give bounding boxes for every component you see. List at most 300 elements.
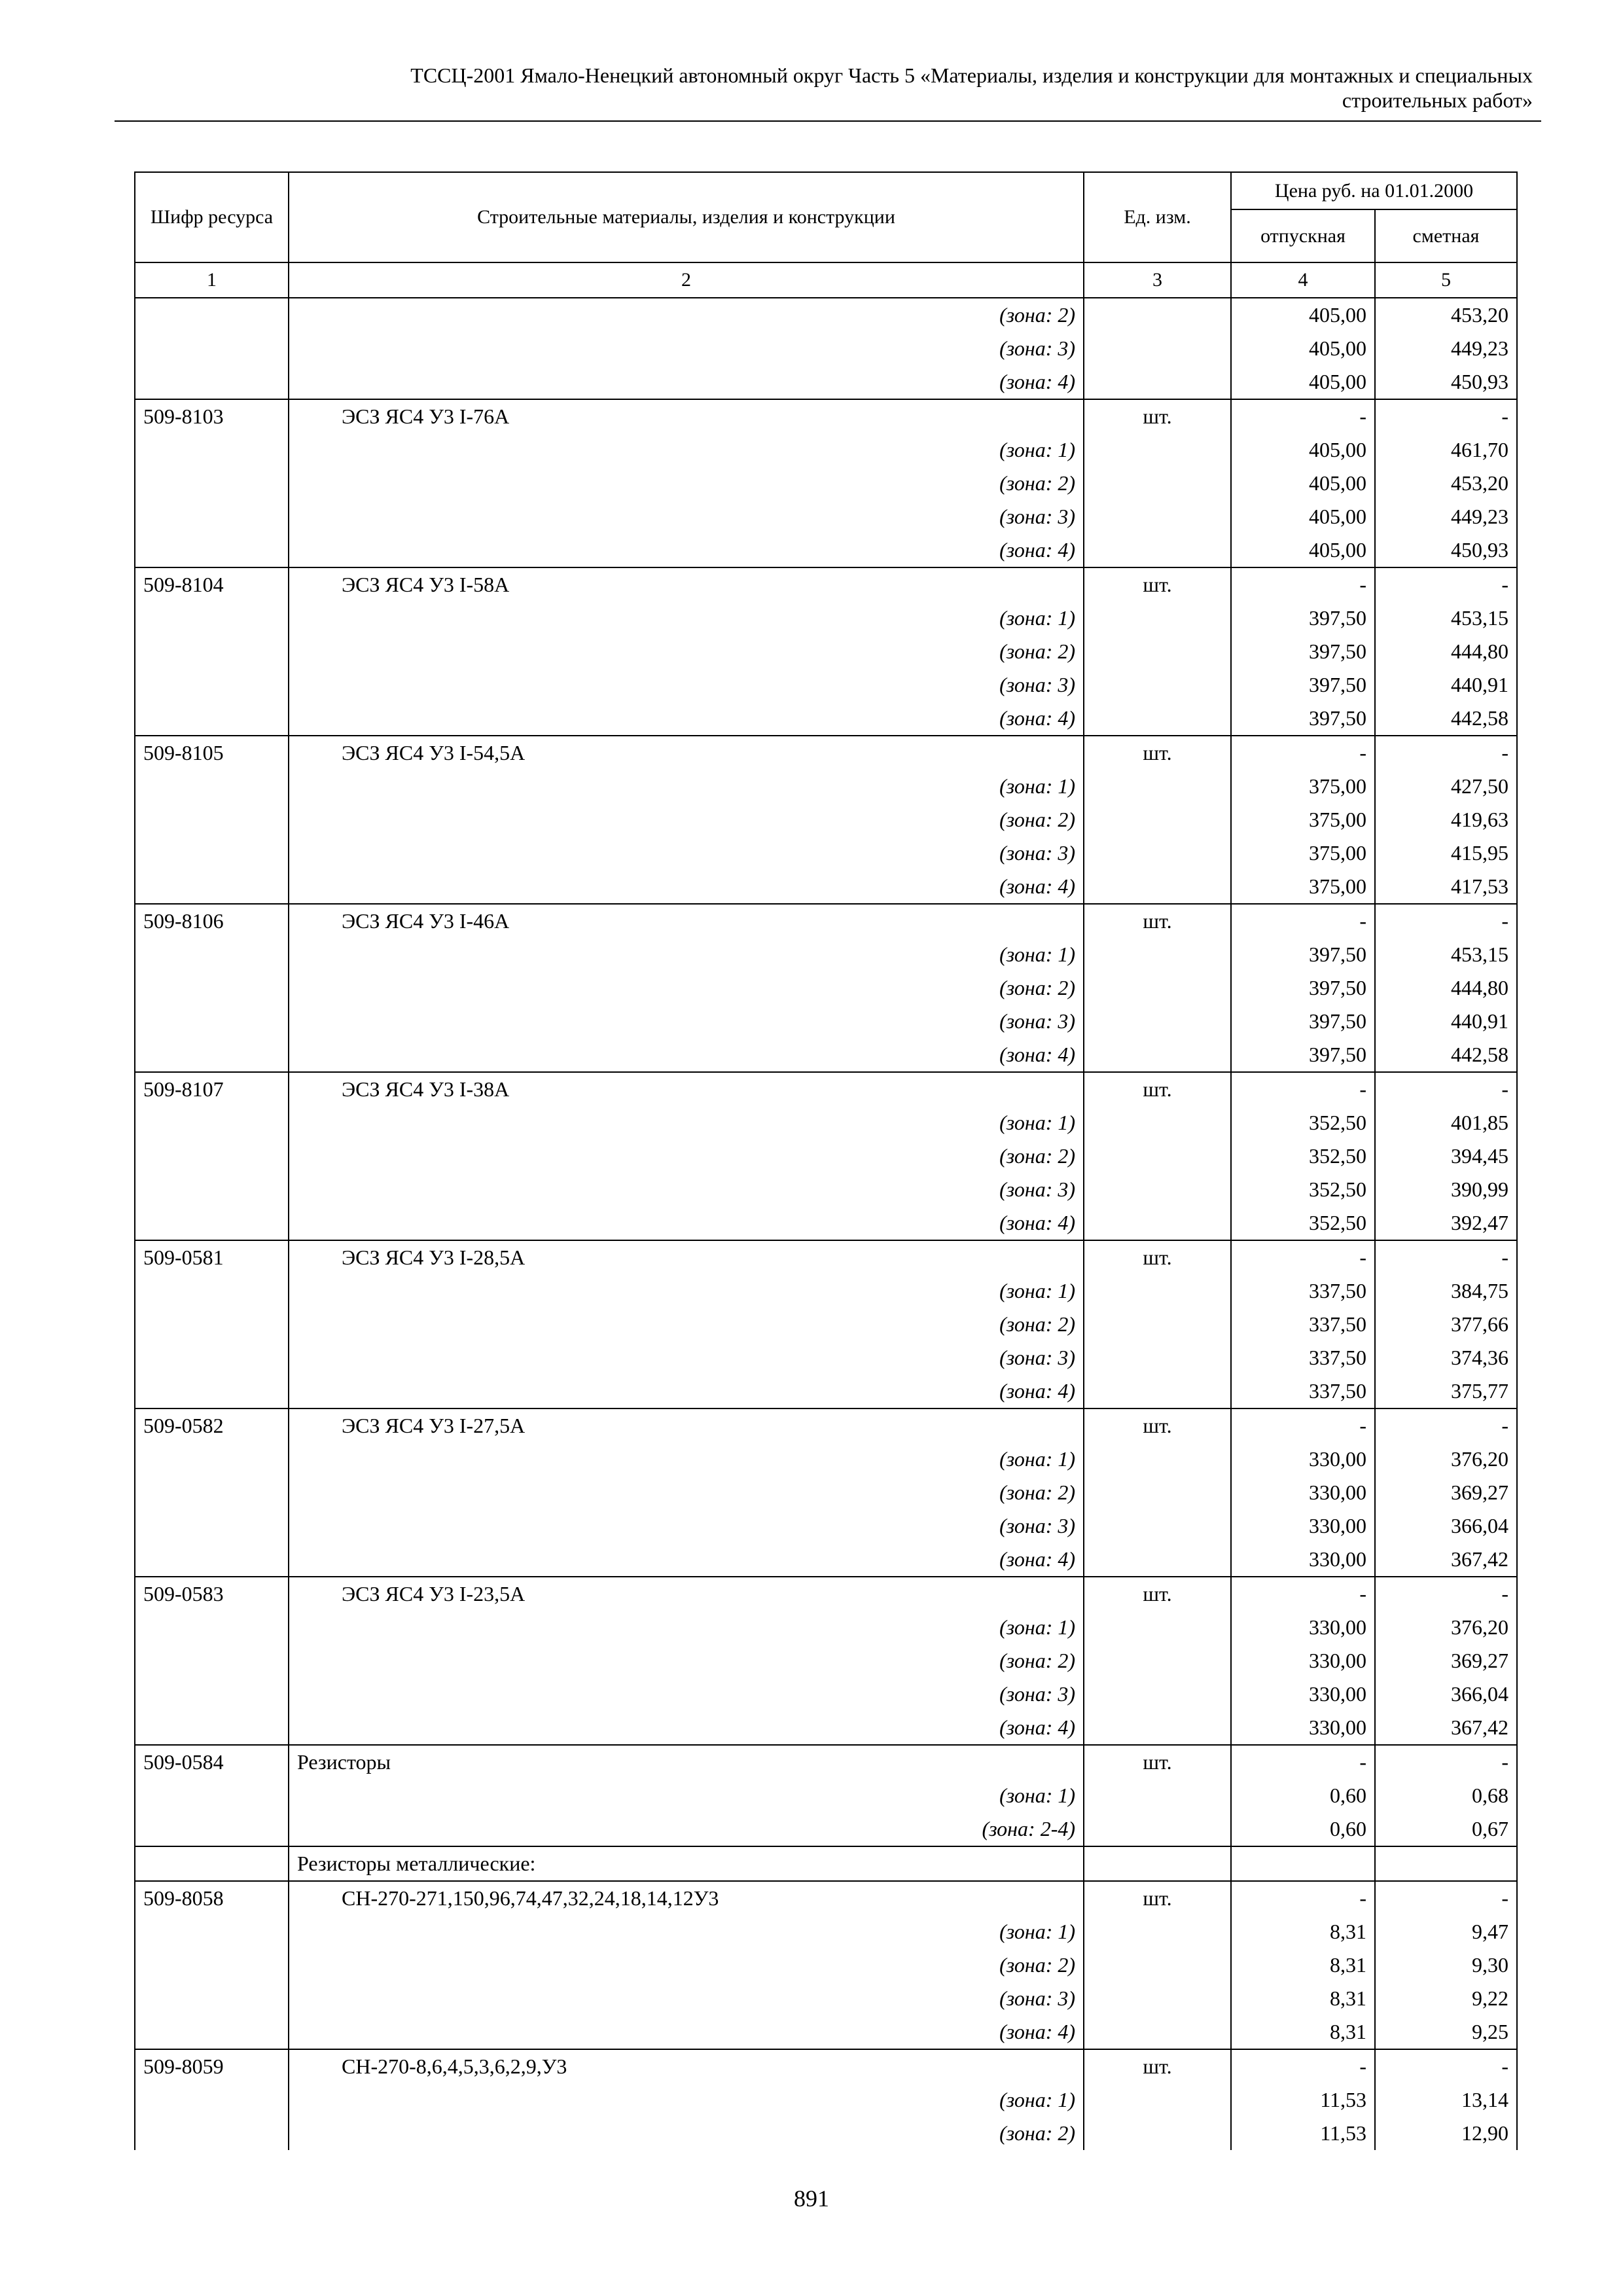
zone-label: (зона: 2) — [289, 803, 1084, 836]
resource-code — [135, 1982, 289, 2015]
estimate-price-cell: 367,42 — [1375, 1543, 1517, 1577]
table-row-zone — [135, 870, 1517, 904]
resource-code — [135, 1509, 289, 1543]
zone-label: (зона: 2) — [289, 298, 1084, 332]
unit-cell — [1084, 1139, 1231, 1173]
unit-cell — [1084, 1274, 1231, 1308]
resource-code — [135, 1915, 289, 1948]
page-number: 891 — [794, 2185, 829, 2212]
zone-label: (зона: 1) — [289, 1106, 1084, 1139]
resource-code: 509-8104 — [135, 567, 289, 601]
zone-label: (зона: 2) — [289, 467, 1084, 500]
estimate-price-cell: 453,15 — [1375, 938, 1517, 971]
release-price-cell: 375,00 — [1231, 836, 1375, 870]
material-name: СН-270-8,6,4,5,3,6,2,9,У3 — [289, 2049, 1084, 2083]
estimate-price-cell: 369,27 — [1375, 1476, 1517, 1509]
estimate-price-cell: 450,93 — [1375, 365, 1517, 399]
unit-cell — [1084, 971, 1231, 1005]
table-row-zone — [135, 1274, 1517, 1308]
unit-cell — [1084, 365, 1231, 399]
unit-cell — [1084, 467, 1231, 500]
release-price-cell: 405,00 — [1231, 500, 1375, 533]
unit-cell — [1084, 1206, 1231, 1240]
estimate-price-cell: - — [1375, 1745, 1517, 1779]
zone-label: (зона: 3) — [289, 332, 1084, 365]
unit-cell — [1084, 870, 1231, 904]
unit-cell — [1084, 332, 1231, 365]
resource-code — [135, 1711, 289, 1745]
column-number: 2 — [289, 262, 1084, 298]
table-row-zone — [135, 1812, 1517, 1846]
resource-code — [135, 1812, 289, 1846]
zone-label: (зона: 4) — [289, 1038, 1084, 1072]
table-row-section — [135, 1846, 1517, 1881]
estimate-price-cell: 369,27 — [1375, 1644, 1517, 1677]
unit-cell — [1084, 770, 1231, 803]
resource-code: 509-0582 — [135, 1408, 289, 1443]
zone-label: (зона: 4) — [289, 1374, 1084, 1408]
resource-code — [135, 1005, 289, 1038]
zone-label: (зона: 1) — [289, 1779, 1084, 1812]
release-price-cell: 337,50 — [1231, 1274, 1375, 1308]
table-row-zone — [135, 2083, 1517, 2117]
resource-code — [135, 1308, 289, 1341]
header-code: Шифр ресурса — [135, 172, 289, 262]
resource-code — [135, 635, 289, 668]
table-row-item — [135, 904, 1517, 938]
table-row-item — [135, 399, 1517, 433]
resource-code — [135, 298, 289, 332]
table-row-item — [135, 2049, 1517, 2083]
unit-cell — [1084, 1005, 1231, 1038]
table-row-zone — [135, 770, 1517, 803]
resource-code — [135, 2015, 289, 2049]
resource-code: 509-0583 — [135, 1577, 289, 1611]
resource-code — [135, 1443, 289, 1476]
estimate-price-cell: 440,91 — [1375, 1005, 1517, 1038]
table-row-zone — [135, 1711, 1517, 1745]
unit-cell: шт. — [1084, 1577, 1231, 1611]
resource-code — [135, 1038, 289, 1072]
release-price-cell: 330,00 — [1231, 1543, 1375, 1577]
estimate-price-cell: 440,91 — [1375, 668, 1517, 702]
estimate-price-cell: 449,23 — [1375, 332, 1517, 365]
material-name: ЭСЗ ЯС4 У3 I-76А — [289, 399, 1084, 433]
table-row-item — [135, 1577, 1517, 1611]
zone-label: (зона: 3) — [289, 1341, 1084, 1374]
resource-code — [135, 1948, 289, 1982]
zone-label: (зона: 3) — [289, 1677, 1084, 1711]
unit-cell — [1084, 1443, 1231, 1476]
resource-code — [135, 1644, 289, 1677]
resource-code — [135, 533, 289, 567]
table-row-zone — [135, 332, 1517, 365]
zone-label: (зона: 2) — [289, 1476, 1084, 1509]
unit-cell: шт. — [1084, 399, 1231, 433]
release-price-cell: 405,00 — [1231, 298, 1375, 332]
resource-code — [135, 1139, 289, 1173]
table-row-zone — [135, 1915, 1517, 1948]
column-number-row — [135, 262, 1517, 298]
estimate-price-cell: 377,66 — [1375, 1308, 1517, 1341]
zone-label: (зона: 4) — [289, 1543, 1084, 1577]
estimate-price-cell: 442,58 — [1375, 702, 1517, 736]
resource-code — [135, 1677, 289, 1711]
release-price-cell: 330,00 — [1231, 1443, 1375, 1476]
estimate-price-cell: 9,47 — [1375, 1915, 1517, 1948]
table-row-zone — [135, 1308, 1517, 1341]
estimate-price-cell: 392,47 — [1375, 1206, 1517, 1240]
unit-cell — [1084, 500, 1231, 533]
estimate-price-cell: 366,04 — [1375, 1509, 1517, 1543]
zone-label: (зона: 3) — [289, 836, 1084, 870]
release-price-cell: 405,00 — [1231, 533, 1375, 567]
unit-cell — [1084, 1106, 1231, 1139]
table-row-item — [135, 736, 1517, 770]
unit-cell: шт. — [1084, 1072, 1231, 1106]
unit-cell — [1084, 1846, 1231, 1881]
table-row-zone — [135, 1982, 1517, 2015]
unit-cell — [1084, 1476, 1231, 1509]
estimate-price-cell: 12,90 — [1375, 2117, 1517, 2150]
table-row-zone — [135, 702, 1517, 736]
table-row-zone — [135, 1476, 1517, 1509]
estimate-price-cell: 415,95 — [1375, 836, 1517, 870]
unit-cell: шт. — [1084, 1745, 1231, 1779]
table-row-zone — [135, 1005, 1517, 1038]
column-number: 4 — [1231, 262, 1375, 298]
resource-code — [135, 1476, 289, 1509]
resource-code — [135, 938, 289, 971]
table-row-zone — [135, 433, 1517, 467]
estimate-price-cell: 444,80 — [1375, 971, 1517, 1005]
resource-code — [135, 433, 289, 467]
table-row-zone — [135, 500, 1517, 533]
estimate-price-cell: 9,22 — [1375, 1982, 1517, 2015]
resource-code — [135, 770, 289, 803]
estimate-price-cell: 367,42 — [1375, 1711, 1517, 1745]
column-number: 5 — [1375, 262, 1517, 298]
release-price-cell: 330,00 — [1231, 1644, 1375, 1677]
estimate-price-cell: 376,20 — [1375, 1443, 1517, 1476]
estimate-price-cell: 453,20 — [1375, 298, 1517, 332]
column-number: 1 — [135, 262, 289, 298]
table-row-zone — [135, 1611, 1517, 1644]
material-name: СН-270-271,150,96,74,47,32,24,18,14,12У3 — [289, 1881, 1084, 1915]
table-row-zone — [135, 1106, 1517, 1139]
table-row-zone — [135, 836, 1517, 870]
estimate-price-cell: - — [1375, 1408, 1517, 1443]
estimate-price-cell: 453,20 — [1375, 467, 1517, 500]
table-row-zone — [135, 1038, 1517, 1072]
unit-cell — [1084, 1308, 1231, 1341]
unit-cell — [1084, 1779, 1231, 1812]
release-price-cell: 330,00 — [1231, 1476, 1375, 1509]
unit-cell — [1084, 1644, 1231, 1677]
unit-cell — [1084, 1509, 1231, 1543]
table-row-zone — [135, 533, 1517, 567]
material-name: Резисторы — [289, 1745, 1084, 1779]
resource-code — [135, 668, 289, 702]
resource-code — [135, 1173, 289, 1206]
material-name: ЭСЗ ЯС4 У3 I-54,5А — [289, 736, 1084, 770]
material-name: ЭСЗ ЯС4 У3 I-23,5А — [289, 1577, 1084, 1611]
zone-label: (зона: 1) — [289, 1915, 1084, 1948]
table-row-item — [135, 567, 1517, 601]
estimate-price-cell: 390,99 — [1375, 1173, 1517, 1206]
table-row-zone — [135, 2117, 1517, 2150]
unit-cell — [1084, 1982, 1231, 2015]
zone-label: (зона: 1) — [289, 938, 1084, 971]
unit-cell — [1084, 1915, 1231, 1948]
resource-code — [135, 803, 289, 836]
resource-code: 509-8107 — [135, 1072, 289, 1106]
zone-label: (зона: 2-4) — [289, 1812, 1084, 1846]
release-price-cell: - — [1231, 2049, 1375, 2083]
unit-cell — [1084, 1948, 1231, 1982]
estimate-price-cell: - — [1375, 1577, 1517, 1611]
resource-code — [135, 1543, 289, 1577]
release-price-cell: 337,50 — [1231, 1308, 1375, 1341]
material-name: ЭСЗ ЯС4 У3 I-27,5А — [289, 1408, 1084, 1443]
estimate-price-cell: 427,50 — [1375, 770, 1517, 803]
unit-cell — [1084, 1543, 1231, 1577]
release-price-cell: 397,50 — [1231, 635, 1375, 668]
release-price-cell: 11,53 — [1231, 2117, 1375, 2150]
unit-cell — [1084, 836, 1231, 870]
release-price-cell: 352,50 — [1231, 1173, 1375, 1206]
zone-label: (зона: 3) — [289, 668, 1084, 702]
material-name: ЭСЗ ЯС4 У3 I-28,5А — [289, 1240, 1084, 1274]
release-price-cell: - — [1231, 1240, 1375, 1274]
resource-code — [135, 1779, 289, 1812]
table-row-zone — [135, 467, 1517, 500]
unit-cell: шт. — [1084, 1240, 1231, 1274]
release-price-cell: - — [1231, 736, 1375, 770]
zone-label: (зона: 4) — [289, 702, 1084, 736]
release-price-cell: 8,31 — [1231, 1982, 1375, 2015]
release-price-cell: 0,60 — [1231, 1779, 1375, 1812]
zone-label: (зона: 4) — [289, 1206, 1084, 1240]
resource-code — [135, 1846, 289, 1881]
unit-cell — [1084, 668, 1231, 702]
estimate-price-cell: 417,53 — [1375, 870, 1517, 904]
zone-label: (зона: 3) — [289, 500, 1084, 533]
zone-label: (зона: 2) — [289, 635, 1084, 668]
resource-code: 509-0581 — [135, 1240, 289, 1274]
unit-cell — [1084, 533, 1231, 567]
release-price-cell: 405,00 — [1231, 467, 1375, 500]
header-estimate-price: сметная — [1375, 209, 1517, 262]
zone-label: (зона: 1) — [289, 1611, 1084, 1644]
table-row-zone — [135, 1948, 1517, 1982]
resource-code — [135, 1206, 289, 1240]
estimate-price-cell: - — [1375, 399, 1517, 433]
table-row-item — [135, 1072, 1517, 1106]
estimate-price-cell — [1375, 1846, 1517, 1881]
estimate-price-cell: 394,45 — [1375, 1139, 1517, 1173]
release-price-cell: 375,00 — [1231, 870, 1375, 904]
header-title-line: ТССЦ-2001 Ямало-Ненецкий автономный округ Часть 5 «Материалы, изделия и конструкции для монтажных и специальных — [410, 63, 1533, 87]
estimate-price-cell: 0,67 — [1375, 1812, 1517, 1846]
zone-label: (зона: 4) — [289, 2015, 1084, 2049]
release-price-cell: 330,00 — [1231, 1677, 1375, 1711]
resource-code — [135, 500, 289, 533]
release-price-cell: 352,50 — [1231, 1206, 1375, 1240]
resource-code: 509-8106 — [135, 904, 289, 938]
release-price-cell: 0,60 — [1231, 1812, 1375, 1846]
resource-code — [135, 1374, 289, 1408]
zone-label: (зона: 4) — [289, 1711, 1084, 1745]
release-price-cell: - — [1231, 1881, 1375, 1915]
estimate-price-cell: 461,70 — [1375, 433, 1517, 467]
price-table — [134, 171, 1518, 2150]
zone-label: (зона: 3) — [289, 1982, 1084, 2015]
release-price-cell: 405,00 — [1231, 365, 1375, 399]
header-name: Строительные материалы, изделия и конструкции — [289, 172, 1084, 262]
estimate-price-cell: 0,68 — [1375, 1779, 1517, 1812]
header-unit: Ед. изм. — [1084, 172, 1231, 262]
release-price-cell: 397,50 — [1231, 1005, 1375, 1038]
unit-cell — [1084, 1677, 1231, 1711]
estimate-price-cell: - — [1375, 736, 1517, 770]
table-row-zone — [135, 1374, 1517, 1408]
estimate-price-cell: - — [1375, 1072, 1517, 1106]
table-row-zone — [135, 971, 1517, 1005]
table-row-zone — [135, 668, 1517, 702]
release-price-cell: 330,00 — [1231, 1509, 1375, 1543]
release-price-cell: - — [1231, 1745, 1375, 1779]
zone-label: (зона: 2) — [289, 1948, 1084, 1982]
release-price-cell: - — [1231, 1408, 1375, 1443]
table-row-zone — [135, 601, 1517, 635]
zone-label: (зона: 3) — [289, 1173, 1084, 1206]
estimate-price-cell: 401,85 — [1375, 1106, 1517, 1139]
release-price-cell: - — [1231, 567, 1375, 601]
table-row-zone — [135, 1779, 1517, 1812]
table-row-zone — [135, 1206, 1517, 1240]
table-row-zone — [135, 1644, 1517, 1677]
resource-code — [135, 870, 289, 904]
material-name: ЭСЗ ЯС4 У3 I-46А — [289, 904, 1084, 938]
resource-code: 509-0584 — [135, 1745, 289, 1779]
resource-code: 509-8059 — [135, 2049, 289, 2083]
estimate-price-cell: 442,58 — [1375, 1038, 1517, 1072]
resource-code: 509-8105 — [135, 736, 289, 770]
resource-code — [135, 1611, 289, 1644]
unit-cell: шт. — [1084, 904, 1231, 938]
unit-cell — [1084, 702, 1231, 736]
estimate-price-cell: 450,93 — [1375, 533, 1517, 567]
zone-label: (зона: 1) — [289, 770, 1084, 803]
zone-label: (зона: 1) — [289, 601, 1084, 635]
release-price-cell: 352,50 — [1231, 1106, 1375, 1139]
estimate-price-cell: 366,04 — [1375, 1677, 1517, 1711]
resource-code: 509-8103 — [135, 399, 289, 433]
resource-code — [135, 971, 289, 1005]
unit-cell — [1084, 635, 1231, 668]
unit-cell — [1084, 938, 1231, 971]
estimate-price-cell: - — [1375, 567, 1517, 601]
estimate-price-cell: 13,14 — [1375, 2083, 1517, 2117]
release-price-cell: 330,00 — [1231, 1711, 1375, 1745]
estimate-price-cell: 376,20 — [1375, 1611, 1517, 1644]
release-price-cell: 352,50 — [1231, 1139, 1375, 1173]
unit-cell — [1084, 1341, 1231, 1374]
resource-code — [135, 2117, 289, 2150]
table-row-zone — [135, 1173, 1517, 1206]
unit-cell: шт. — [1084, 2049, 1231, 2083]
estimate-price-cell: 9,30 — [1375, 1948, 1517, 1982]
estimate-price-cell: 375,77 — [1375, 1374, 1517, 1408]
column-number: 3 — [1084, 262, 1231, 298]
release-price-cell: - — [1231, 1577, 1375, 1611]
unit-cell — [1084, 298, 1231, 332]
release-price-cell: 397,50 — [1231, 938, 1375, 971]
unit-cell: шт. — [1084, 1408, 1231, 1443]
release-price-cell: 8,31 — [1231, 1948, 1375, 1982]
unit-cell — [1084, 1374, 1231, 1408]
unit-cell — [1084, 1611, 1231, 1644]
release-price-cell: - — [1231, 399, 1375, 433]
zone-label: (зона: 4) — [289, 365, 1084, 399]
release-price-cell: 397,50 — [1231, 668, 1375, 702]
estimate-price-cell: 444,80 — [1375, 635, 1517, 668]
zone-label: (зона: 2) — [289, 1308, 1084, 1341]
table-row-zone — [135, 2015, 1517, 2049]
table-row-item — [135, 1408, 1517, 1443]
release-price-cell: - — [1231, 1072, 1375, 1106]
unit-cell — [1084, 2083, 1231, 2117]
resource-code — [135, 467, 289, 500]
table-row-item — [135, 1881, 1517, 1915]
unit-cell — [1084, 1812, 1231, 1846]
release-price-cell: 8,31 — [1231, 2015, 1375, 2049]
release-price-cell: 397,50 — [1231, 601, 1375, 635]
release-price-cell: 337,50 — [1231, 1341, 1375, 1374]
material-name: ЭСЗ ЯС4 У3 I-58А — [289, 567, 1084, 601]
estimate-price-cell: 453,15 — [1375, 601, 1517, 635]
estimate-price-cell: 9,25 — [1375, 2015, 1517, 2049]
section-title: Резисторы металлические: — [289, 1846, 1084, 1881]
resource-code — [135, 702, 289, 736]
release-price-cell: 337,50 — [1231, 1374, 1375, 1408]
resource-code — [135, 601, 289, 635]
resource-code — [135, 2083, 289, 2117]
zone-label: (зона: 2) — [289, 1139, 1084, 1173]
unit-cell: шт. — [1084, 1881, 1231, 1915]
zone-label: (зона: 4) — [289, 870, 1084, 904]
page-header — [115, 63, 1533, 113]
release-price-cell: 405,00 — [1231, 433, 1375, 467]
unit-cell — [1084, 601, 1231, 635]
unit-cell — [1084, 1173, 1231, 1206]
release-price-cell: 375,00 — [1231, 803, 1375, 836]
release-price-cell: 405,00 — [1231, 332, 1375, 365]
zone-label: (зона: 2) — [289, 1644, 1084, 1677]
table-row-zone — [135, 298, 1517, 332]
table-header — [135, 172, 1517, 298]
unit-cell — [1084, 433, 1231, 467]
header-price-group: Цена руб. на 01.01.2000 — [1231, 172, 1517, 209]
header-rule — [115, 120, 1541, 122]
unit-cell — [1084, 1038, 1231, 1072]
header-title-line-2: строительных работ» — [1342, 88, 1533, 112]
unit-cell — [1084, 2117, 1231, 2150]
release-price-cell: 330,00 — [1231, 1611, 1375, 1644]
table-row-item — [135, 1745, 1517, 1779]
release-price-cell: 397,50 — [1231, 971, 1375, 1005]
